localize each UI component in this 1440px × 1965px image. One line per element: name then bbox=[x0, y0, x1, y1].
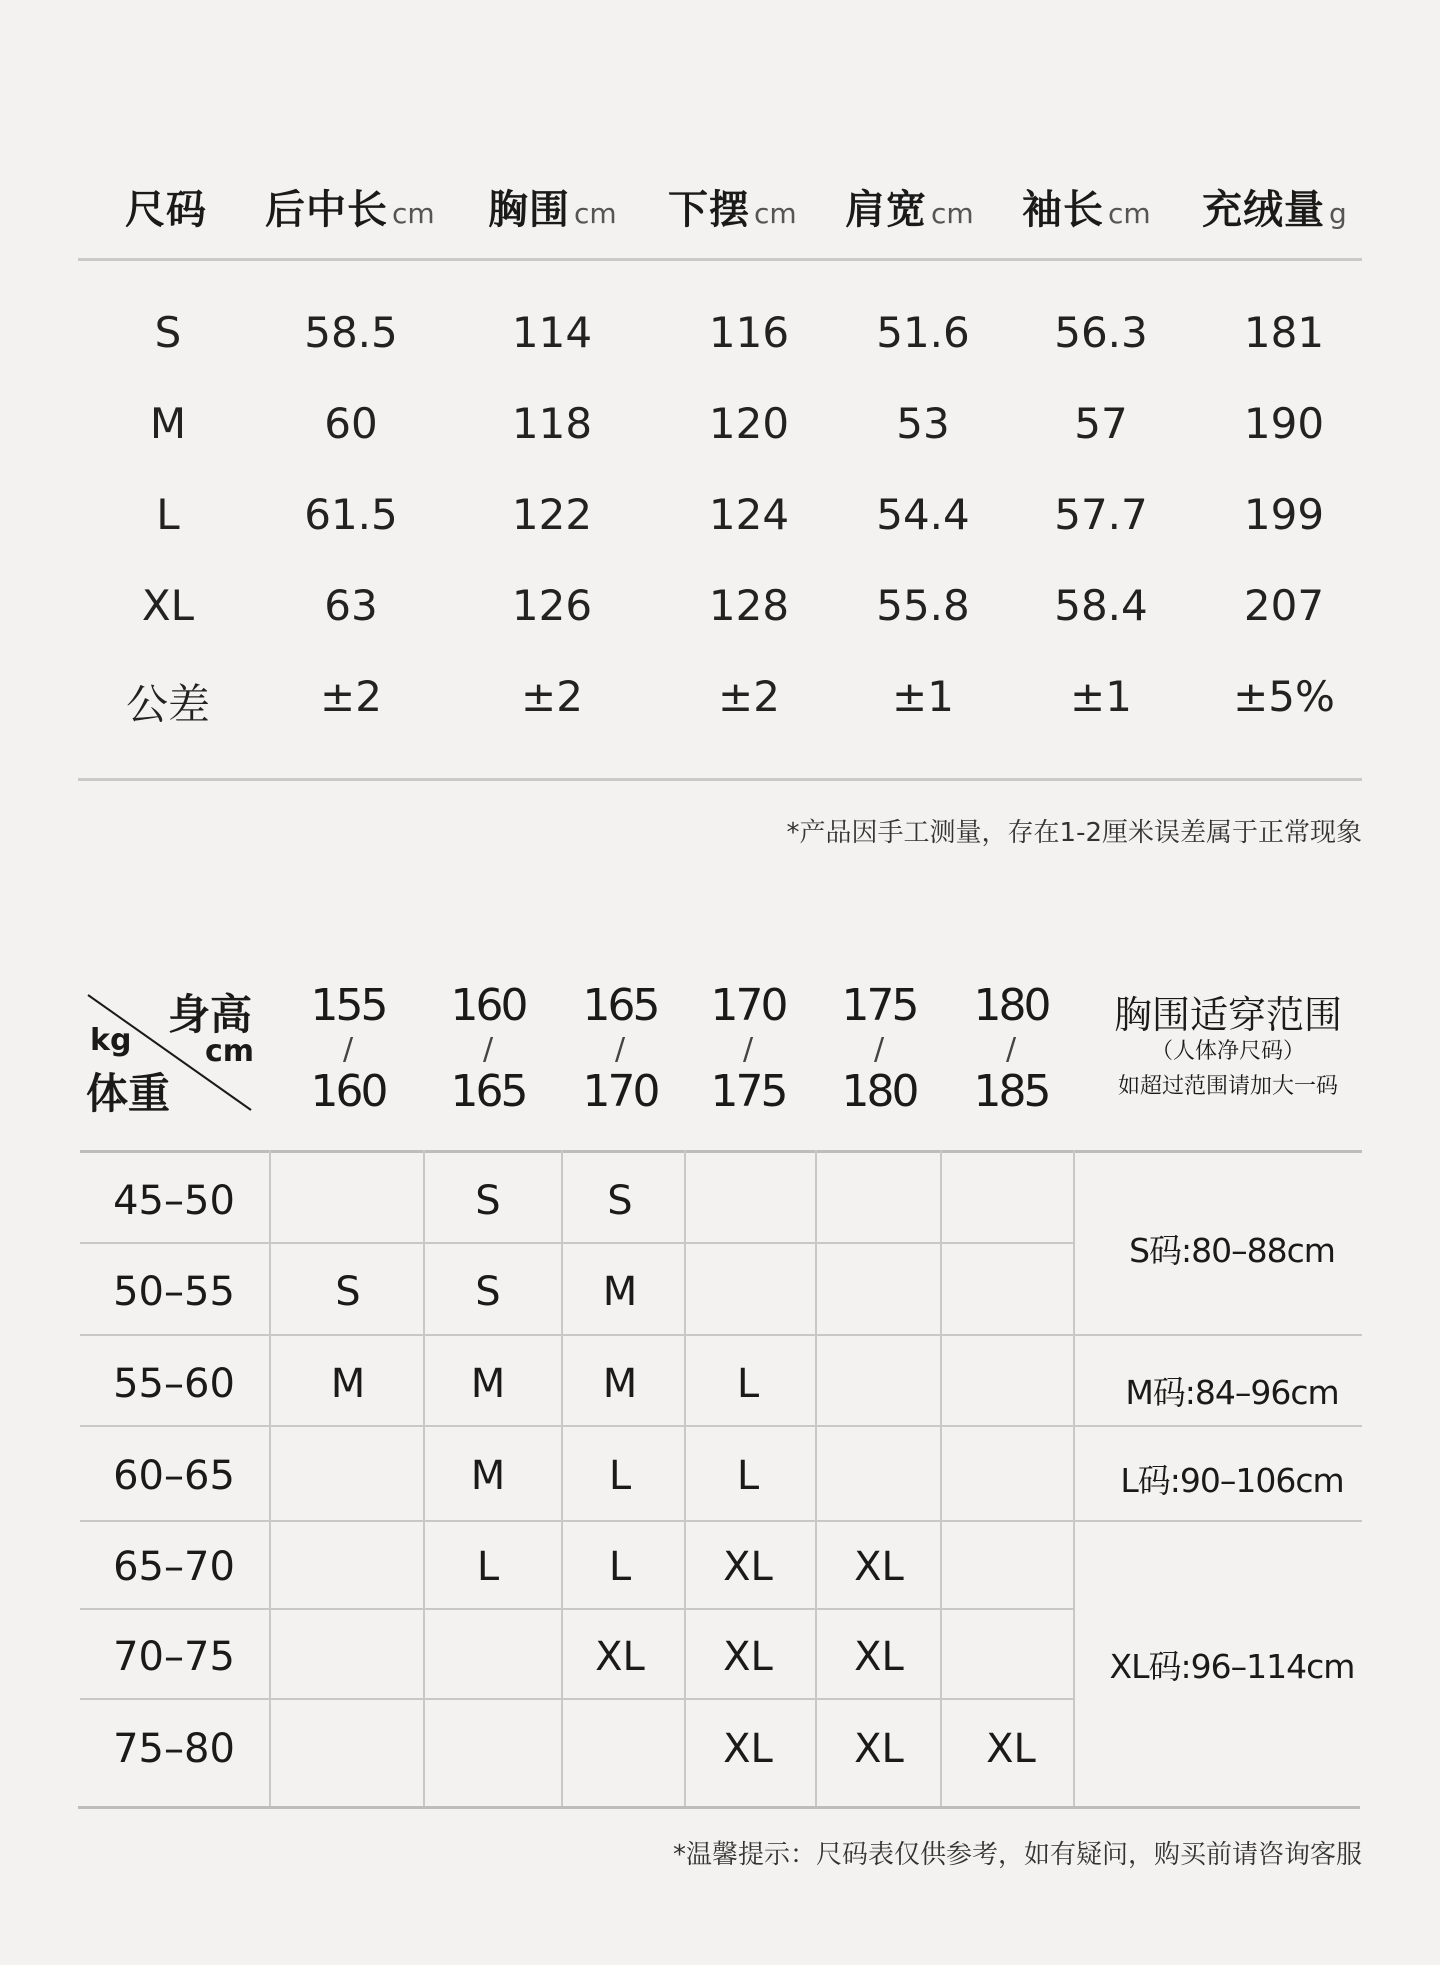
header-unit: cm bbox=[1108, 197, 1151, 230]
measure-value: 61.5 bbox=[304, 490, 398, 539]
header-unit: g bbox=[1329, 197, 1347, 230]
measure-value: 58.4 bbox=[1054, 581, 1148, 630]
recommended-size: M bbox=[470, 1361, 506, 1407]
height-unit: cm bbox=[205, 1034, 255, 1069]
measure-value: ±5% bbox=[1233, 672, 1335, 721]
height-range-end: 180 bbox=[841, 1066, 917, 1117]
grid-row-line bbox=[80, 1334, 1362, 1336]
measure-value: 57.7 bbox=[1054, 490, 1148, 539]
chest-range-value: M码:84–96cm bbox=[1125, 1373, 1339, 1412]
measure-value: 56.3 bbox=[1054, 308, 1148, 357]
grid-row-line bbox=[80, 1520, 1362, 1522]
recommended-size: XL bbox=[986, 1726, 1036, 1772]
size-label: XL bbox=[141, 581, 195, 630]
height-range-separator: / bbox=[342, 1032, 354, 1067]
height-range-end: 160 bbox=[310, 1066, 386, 1117]
height-label: 身高 bbox=[168, 990, 253, 1039]
measure-value: 199 bbox=[1243, 490, 1325, 539]
measure-value: 60 bbox=[324, 399, 378, 448]
header-sleeve bbox=[1022, 178, 1151, 234]
height-range-start: 165 bbox=[582, 980, 658, 1031]
grid-row-line bbox=[80, 1608, 1073, 1610]
measure-value: 126 bbox=[511, 581, 593, 630]
weight-unit: kg bbox=[90, 1023, 132, 1058]
recommended-size: M bbox=[602, 1269, 638, 1315]
recommended-size: S bbox=[607, 1178, 633, 1224]
header-label: 后中长 bbox=[265, 187, 388, 233]
chest-range-value: XL码:96–114cm bbox=[1109, 1647, 1355, 1686]
recommended-size: XL bbox=[854, 1634, 904, 1680]
chest-range-value: S码:80–88cm bbox=[1129, 1231, 1335, 1270]
size-label: L bbox=[156, 490, 180, 539]
measure-value: 128 bbox=[708, 581, 790, 630]
header-label: 尺码 bbox=[125, 187, 207, 233]
measure-value: 122 bbox=[511, 490, 593, 539]
grid-row-line bbox=[80, 1698, 1073, 1700]
chest-range-subtitle: （人体净尺码） bbox=[1150, 1039, 1306, 1064]
size-label: S bbox=[154, 308, 182, 357]
header-unit: cm bbox=[931, 197, 974, 230]
header-size bbox=[125, 178, 207, 234]
recommended-size: S bbox=[475, 1178, 501, 1224]
grid-column-line bbox=[423, 1150, 425, 1806]
measure-value: 207 bbox=[1243, 581, 1325, 630]
grid-row-line bbox=[80, 1150, 1362, 1153]
measure-value: 116 bbox=[708, 308, 790, 357]
measure-value: 190 bbox=[1243, 399, 1325, 448]
measure-value: ±1 bbox=[1070, 672, 1132, 721]
recommended-size: XL bbox=[595, 1634, 645, 1680]
recommended-size: XL bbox=[723, 1726, 773, 1772]
weight-range-label: 55–60 bbox=[113, 1361, 235, 1407]
header-down-fill bbox=[1202, 178, 1347, 234]
header-divider bbox=[78, 258, 1362, 261]
weight-label: 体重 bbox=[86, 1069, 171, 1118]
measure-value: ±2 bbox=[718, 672, 780, 721]
header-chest bbox=[488, 178, 617, 234]
recommended-size: L bbox=[476, 1544, 500, 1590]
header-label: 下摆 bbox=[668, 187, 750, 233]
header-back-length bbox=[265, 178, 435, 234]
table-bottom-divider bbox=[78, 778, 1362, 781]
height-range-start: 155 bbox=[310, 980, 386, 1031]
weight-range-label: 70–75 bbox=[113, 1634, 235, 1680]
measure-value: 58.5 bbox=[304, 308, 398, 357]
recommended-size: XL bbox=[854, 1544, 904, 1590]
header-unit: cm bbox=[392, 197, 435, 230]
measure-value: 54.4 bbox=[876, 490, 970, 539]
height-range-start: 175 bbox=[841, 980, 917, 1031]
grid-column-line bbox=[684, 1150, 686, 1806]
weight-range-label: 60–65 bbox=[113, 1453, 235, 1499]
recommended-size: L bbox=[736, 1453, 760, 1499]
measure-value: 63 bbox=[324, 581, 378, 630]
header-label: 充绒量 bbox=[1202, 187, 1325, 233]
reference-note: *温馨提示：尺码表仅供参考，如有疑问，购买前请咨询客服 bbox=[672, 1840, 1362, 1870]
recommended-size: L bbox=[608, 1544, 632, 1590]
grid-row-line bbox=[78, 1806, 1360, 1809]
measure-value: 55.8 bbox=[876, 581, 970, 630]
recommended-size: L bbox=[608, 1453, 632, 1499]
measure-value: 53 bbox=[896, 399, 950, 448]
grid-column-line bbox=[561, 1150, 563, 1806]
weight-range-label: 45–50 bbox=[113, 1178, 235, 1224]
recommended-size: XL bbox=[723, 1544, 773, 1590]
measure-value: 114 bbox=[511, 308, 593, 357]
measure-value: ±2 bbox=[521, 672, 583, 721]
height-range-separator: / bbox=[873, 1032, 885, 1067]
grid-column-line bbox=[815, 1150, 817, 1806]
height-range-end: 175 bbox=[710, 1066, 786, 1117]
chest-range-title: 胸围适穿范围 bbox=[1113, 993, 1343, 1037]
measure-value: 118 bbox=[511, 399, 593, 448]
grid-column-line bbox=[1073, 1150, 1075, 1806]
height-range-start: 180 bbox=[973, 980, 1049, 1031]
measure-value: ±1 bbox=[892, 672, 954, 721]
measure-value: ±2 bbox=[320, 672, 382, 721]
size-label: M bbox=[149, 399, 187, 448]
recommended-size: XL bbox=[723, 1634, 773, 1680]
header-label: 袖长 bbox=[1022, 187, 1104, 233]
header-label: 肩宽 bbox=[845, 187, 927, 233]
measurement-note: *产品因手工测量，存在1-2厘米误差属于正常现象 bbox=[786, 818, 1362, 848]
height-range-separator: / bbox=[482, 1032, 494, 1067]
weight-range-label: 50–55 bbox=[113, 1269, 235, 1315]
measure-value: 57 bbox=[1074, 399, 1128, 448]
height-range-start: 160 bbox=[450, 980, 526, 1031]
chest-range-hint: 如超过范围请加大一码 bbox=[1117, 1074, 1339, 1099]
size-label: 公差 bbox=[125, 680, 211, 729]
grid-row-line bbox=[80, 1425, 1362, 1427]
header-shoulder bbox=[845, 178, 974, 234]
height-range-separator: / bbox=[614, 1032, 626, 1067]
height-range-end: 185 bbox=[973, 1066, 1049, 1117]
chest-range-value: L码:90–106cm bbox=[1120, 1461, 1344, 1500]
measure-value: 120 bbox=[708, 399, 790, 448]
recommended-size: M bbox=[602, 1361, 638, 1407]
recommended-size: L bbox=[736, 1361, 760, 1407]
measure-value: 181 bbox=[1243, 308, 1325, 357]
header-unit: cm bbox=[754, 197, 797, 230]
grid-column-line bbox=[269, 1150, 271, 1806]
header-label: 胸围 bbox=[488, 187, 570, 233]
height-range-end: 165 bbox=[450, 1066, 526, 1117]
recommended-size: M bbox=[330, 1361, 366, 1407]
grid-row-line bbox=[80, 1242, 1073, 1244]
height-range-end: 170 bbox=[582, 1066, 658, 1117]
recommended-size: XL bbox=[854, 1726, 904, 1772]
recommended-size: M bbox=[470, 1453, 506, 1499]
recommended-size: S bbox=[335, 1269, 361, 1315]
header-hem bbox=[668, 178, 797, 234]
measure-value: 51.6 bbox=[876, 308, 970, 357]
header-unit: cm bbox=[574, 197, 617, 230]
weight-range-label: 75–80 bbox=[113, 1726, 235, 1772]
recommended-size: S bbox=[475, 1269, 501, 1315]
weight-range-label: 65–70 bbox=[113, 1544, 235, 1590]
measure-value: 124 bbox=[708, 490, 790, 539]
height-range-separator: / bbox=[1005, 1032, 1017, 1067]
height-range-start: 170 bbox=[710, 980, 786, 1031]
height-range-separator: / bbox=[742, 1032, 754, 1067]
grid-column-line bbox=[940, 1150, 942, 1806]
